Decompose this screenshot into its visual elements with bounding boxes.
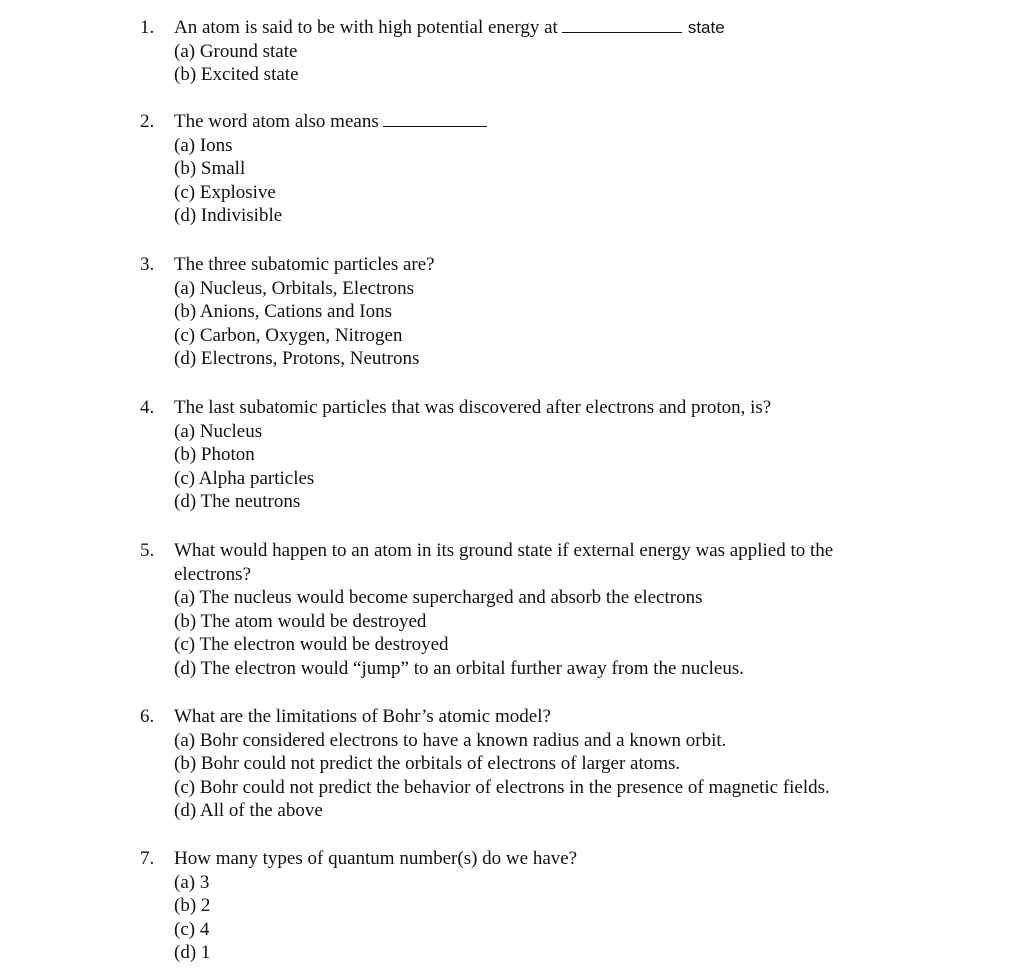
option-a: (a) Nucleus, Orbitals, Electrons [174,277,415,299]
option-b: (b) Bohr could not predict the orbitals of electrons of larger atoms. [174,753,681,775]
question-6-stem [140,705,980,729]
option-b: (b) The atom would be destroyed [174,610,427,632]
question-number: 5. [140,540,155,561]
question-2-stem [140,110,980,134]
question-7 [140,847,980,965]
answer-blank [562,31,682,33]
option-b: (b) 2 [174,895,211,917]
option-a: (a) Bohr considered electrons to have a known radius and a known orbit. [174,729,727,751]
option-d: (d) Electrons, Protons, Neutrons [174,348,420,370]
option-b: (b) Photon [174,444,255,466]
question-text: The three subatomic particles are? [174,254,435,275]
question-2 [140,110,980,228]
question-text: An atom is said to be with high potential energy at [174,17,558,38]
question-number: 1. [140,17,155,38]
question-3-stem [140,253,980,277]
question-6 [140,705,980,823]
question-1-stem [140,16,980,40]
option-b: (b) Small [174,158,246,180]
option-a: (a) The nucleus would become supercharged and absorb the electrons [174,587,703,609]
option-c: (c) Explosive [174,181,276,203]
option-d: (d) All of the above [174,800,323,822]
option-a: (a) 3 [174,871,210,893]
question-text: The word atom also means [174,111,379,132]
question-3 [140,253,980,371]
question-1 [140,16,980,87]
option-c: (c) 4 [174,918,210,940]
answer-blank [383,125,487,127]
question-text-continued: electrons? [174,563,252,585]
option-c: (c) Bohr could not predict the behavior of electrons in the presence of magnetic fields. [174,776,830,798]
question-number: 6. [140,706,155,727]
option-a: (a) Nucleus [174,420,263,442]
option-d: (d) Indivisible [174,205,283,227]
question-text: What are the limitations of Bohr’s atomic model? [174,706,551,727]
blank-suffix: state [687,18,725,37]
question-7-stem [140,847,980,871]
option-b: (b) Excited state [174,64,299,86]
option-d: (d) The neutrons [174,491,301,513]
option-a: (a) Ions [174,134,233,156]
question-5-stem [140,539,980,563]
question-number: 7. [140,848,155,869]
question-number: 4. [140,397,155,418]
question-5 [140,539,980,681]
option-c: (c) Alpha particles [174,467,315,489]
question-number: 2. [140,111,155,132]
question-text: What would happen to an atom in its ground state if external energy was applied to the [174,540,834,561]
option-d: (d) 1 [174,942,211,964]
option-a: (a) Ground state [174,40,298,62]
question-4-stem [140,396,980,420]
question-text: The last subatomic particles that was discovered after electrons and proton, is? [174,397,772,418]
option-d: (d) The electron would “jump” to an orbital further away from the nucleus. [174,657,744,679]
option-c: (c) The electron would be destroyed [174,634,449,656]
question-number: 3. [140,254,155,275]
option-c: (c) Carbon, Oxygen, Nitrogen [174,324,403,346]
question-4 [140,396,980,514]
option-b: (b) Anions, Cations and Ions [174,301,392,323]
question-text: How many types of quantum number(s) do we have? [174,848,578,869]
